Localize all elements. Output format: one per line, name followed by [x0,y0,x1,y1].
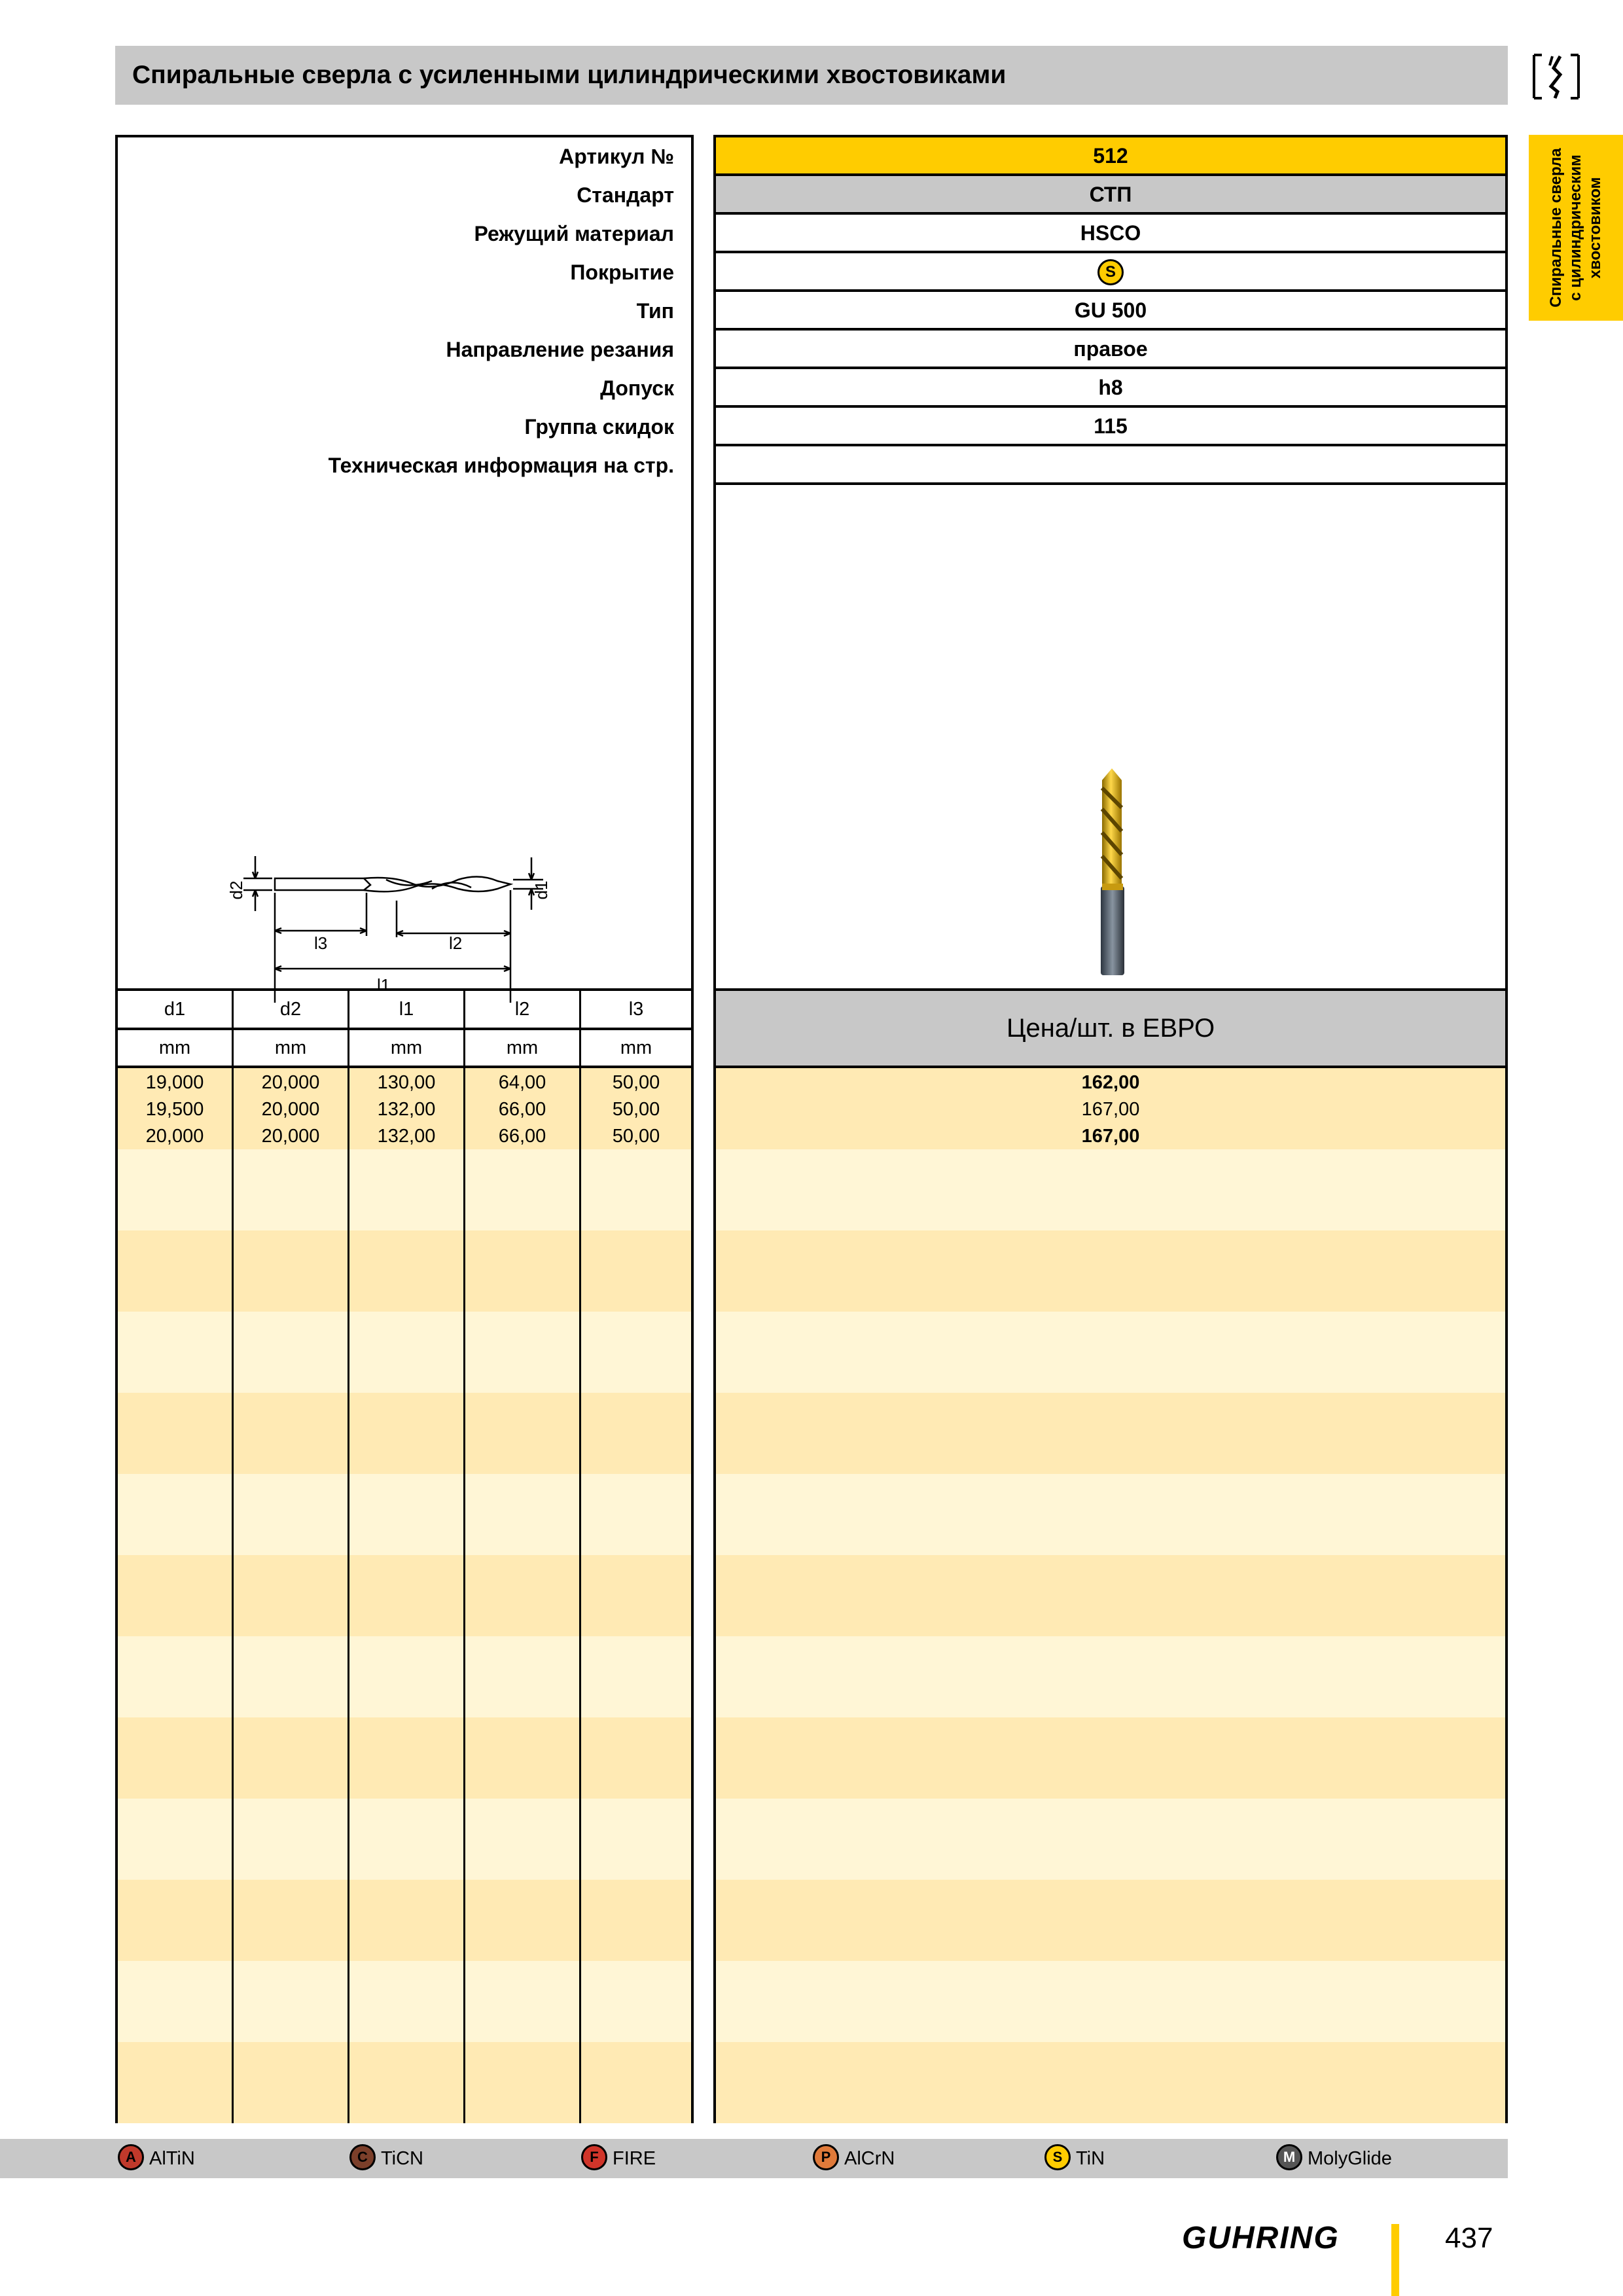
page-title: Спиральные сверла с усиленными цилиндрическими хвостовиками [132,61,1007,89]
unit-d2: mm [274,1037,307,1058]
legend-label: AlTiN [149,2148,195,2169]
cell-d1: 19,000 [145,1072,204,1093]
cell-l3: 50,00 [612,1072,660,1093]
cell-l2: 64,00 [498,1072,546,1093]
d2-label: d2 [226,880,246,900]
spec-label-article: Артикул № [559,145,674,168]
drill-product-image [1082,768,1141,978]
unit-l1: mm [390,1037,423,1058]
l2-label: l2 [449,933,463,953]
cell-l2: 66,00 [498,1126,546,1147]
spec-values-panel [713,135,1508,991]
cell-l1: 132,00 [377,1099,436,1120]
coating-legend [0,2139,1508,2178]
molyglide-coating-icon: M [1276,2144,1302,2170]
dimension-table [115,1068,694,2123]
legend-label: FIRE [613,2148,656,2169]
brand-logo: GUHRING [1182,2221,1340,2255]
l3-label: l3 [314,933,328,953]
column-header-d1: d1 [164,999,186,1020]
cell-l3: 50,00 [612,1126,660,1147]
page-header [115,46,1508,105]
legend-label: TiN [1076,2148,1105,2169]
ticn-coating-icon: C [349,2144,376,2170]
side-tab-line: с цилиндрическим [1567,154,1584,301]
price-cell: 167,00 [1081,1099,1140,1120]
dimension-header [115,988,694,1068]
unit-d1: mm [158,1037,191,1058]
spec-value-cutting-direction: правое [716,331,1505,369]
cell-d1: 20,000 [145,1126,204,1147]
cell-d1: 19,500 [145,1099,204,1120]
page-number: 437 [1445,2222,1493,2254]
legend-item-tin [1044,2139,1105,2178]
drill-section-icon [1529,51,1584,102]
side-tab-line: Спиральные сверла [1547,148,1565,308]
price-header: Цена/шт. в ЕВРО [713,988,1508,1068]
unit-l2: mm [506,1037,539,1058]
spec-label-material: Режущий материал [474,222,674,245]
legend-label: MolyGlide [1308,2148,1392,2169]
footer-accent-bar [1391,2224,1399,2296]
column-header-l1: l1 [399,999,414,1020]
spec-label-discount-group: Группа скидок [524,415,674,439]
tin-coating-icon: S [1044,2144,1071,2170]
spec-label-tech-info: Техническая информация на стр. [328,454,674,477]
spec-label-standard: Стандарт [577,183,674,207]
spec-label-cutting-direction: Направление резания [446,338,674,361]
unit-l3: mm [620,1037,652,1058]
cell-l3: 50,00 [612,1099,660,1120]
spec-value-article: 512 [716,137,1505,176]
spec-value-tech-info [716,446,1505,485]
cell-l1: 130,00 [377,1072,436,1093]
column-header-l3: l3 [628,999,644,1020]
legend-item-ticn [349,2139,423,2178]
spec-value-standard: СТП [716,176,1505,215]
spec-labels-panel [115,135,694,995]
cell-l1: 132,00 [377,1126,436,1147]
legend-item-altin [118,2139,195,2178]
price-cell: 162,00 [1081,1072,1140,1093]
legend-item-molyglide [1276,2139,1392,2178]
spec-value-material: HSCO [716,215,1505,253]
cell-d2: 20,000 [261,1099,320,1120]
spec-label-type: Тип [636,299,674,323]
column-header-l2: l2 [514,999,530,1020]
spec-value-coating [716,253,1505,292]
legend-item-alcrn [813,2139,895,2178]
fire-coating-icon: F [581,2144,607,2170]
spec-value-type: GU 500 [716,292,1505,331]
alcrn-coating-icon: P [813,2144,839,2170]
side-tab-line: хвостовиком [1586,177,1604,279]
legend-item-fire [581,2139,656,2178]
price-cell: 167,00 [1081,1126,1140,1147]
legend-label: TiCN [381,2148,423,2169]
section-side-tab[interactable] [1529,135,1623,321]
price-table [713,1068,1508,2123]
l1-label: l1 [377,975,391,995]
spec-value-discount-group: 115 [716,408,1505,446]
cell-l2: 66,00 [498,1099,546,1120]
cell-d2: 20,000 [261,1072,320,1093]
column-header-d2: d2 [279,999,302,1020]
spec-label-tolerance: Допуск [600,376,674,400]
legend-label: AlCrN [844,2148,895,2169]
d1-label: d1 [531,880,551,900]
altin-coating-icon: A [118,2144,144,2170]
spec-label-coating: Покрытие [570,260,674,284]
spec-value-tolerance: h8 [716,369,1505,408]
tin-coating-icon: S [1097,259,1124,285]
cell-d2: 20,000 [261,1126,320,1147]
